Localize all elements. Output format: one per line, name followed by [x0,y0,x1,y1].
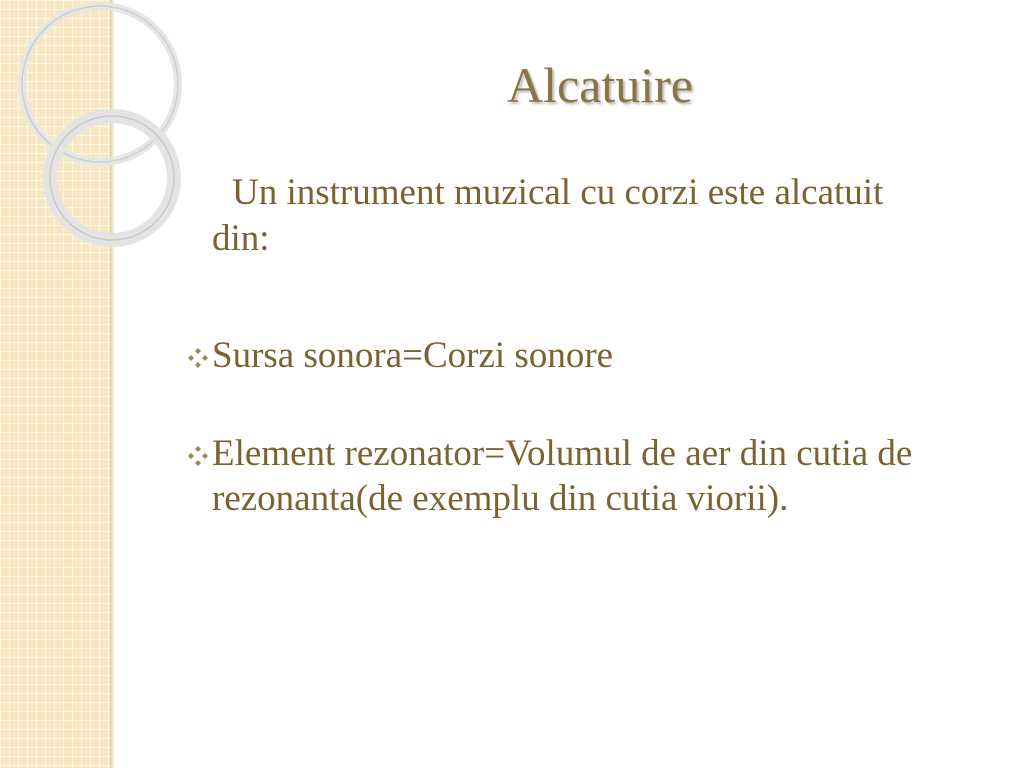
slide-title: Alcatuire [506,57,693,113]
diamond-bullet-icon [186,444,210,468]
intro-paragraph: Un instrument muzical cu corzi este alcatuit din: [212,172,884,259]
bullet-list [186,333,956,574]
list-item [186,333,956,378]
decorative-rings-icon [0,0,240,300]
bullet-text: Element rezonator=Volumul de aer din cutia de rezonanta(de exemplu din cutia viorii). [212,433,913,519]
bullet-text: Sursa sonora=Corzi sonore [212,335,614,376]
diamond-bullet-icon [186,346,210,370]
list-item [186,431,956,521]
